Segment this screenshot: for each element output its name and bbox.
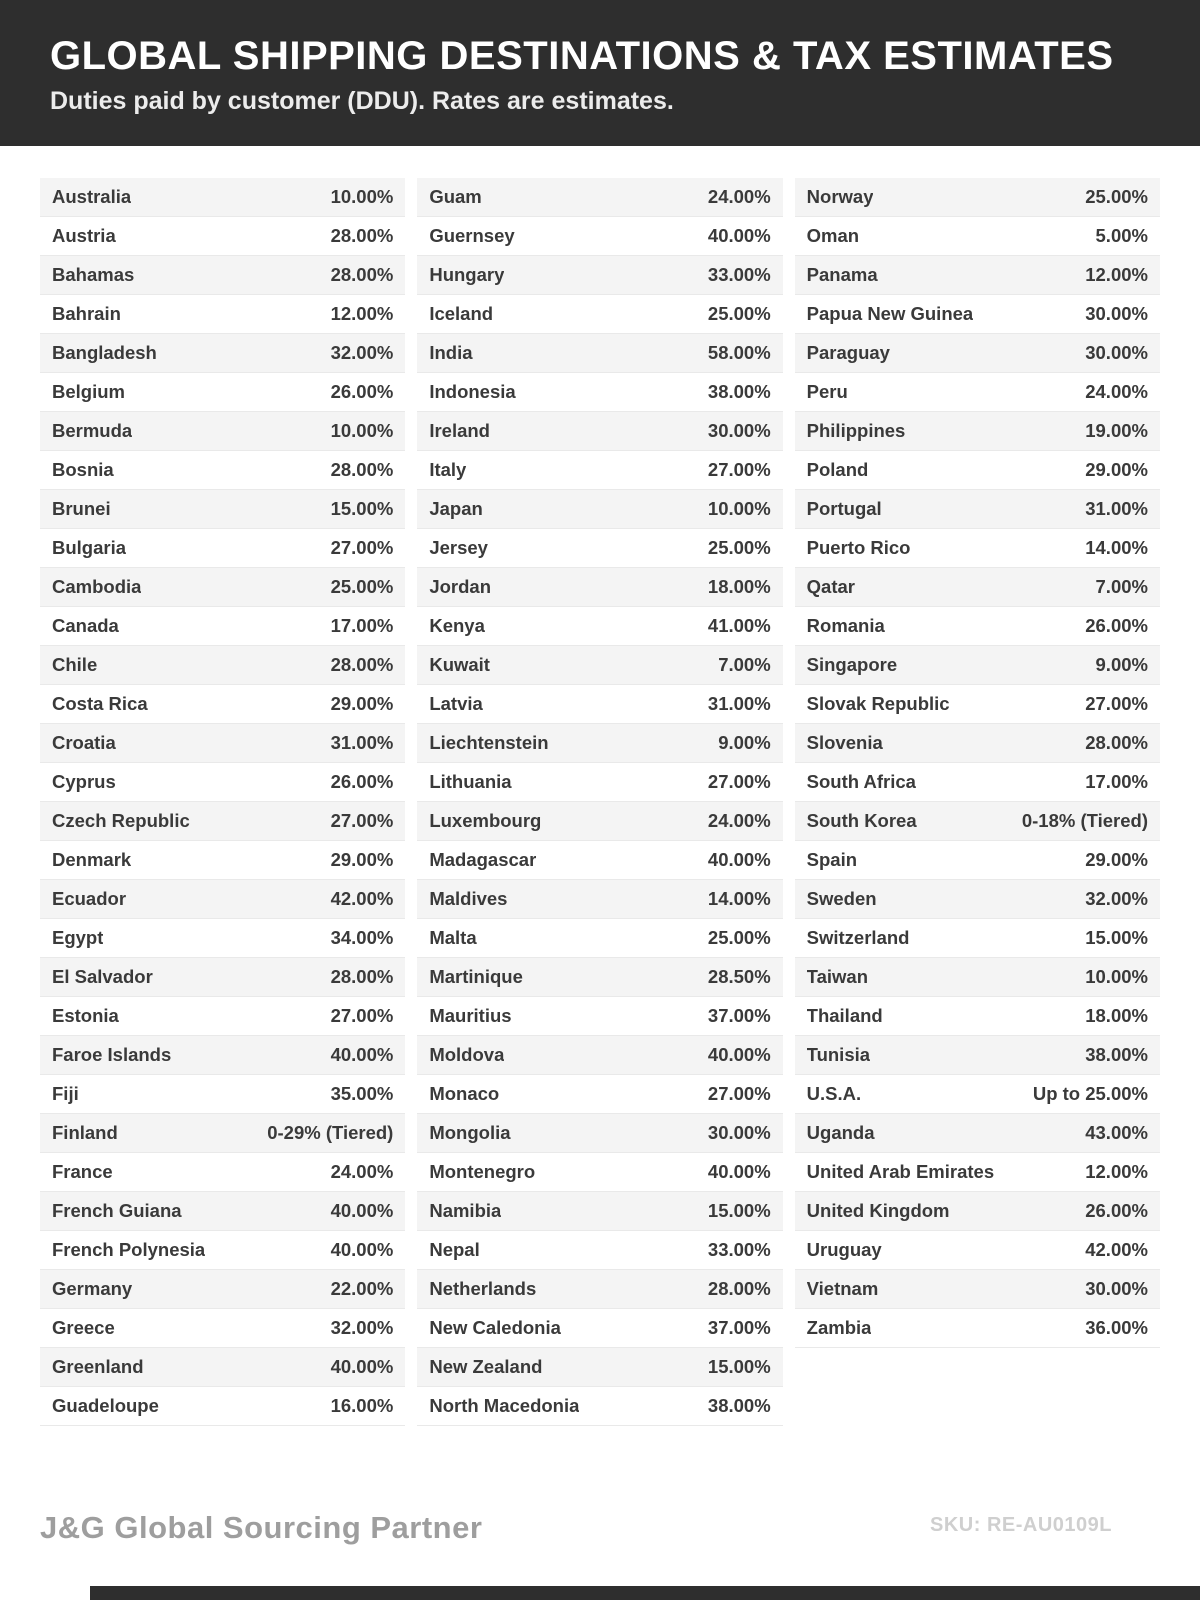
tax-rate: 32.00% — [330, 342, 394, 363]
tax-rate: 29.00% — [1085, 459, 1148, 480]
country-name: El Salvador — [52, 966, 153, 987]
table-row — [417, 997, 782, 1036]
table-row — [40, 529, 405, 568]
country-name: Austria — [52, 225, 116, 246]
country-name: United Kingdom — [806, 1200, 950, 1221]
table-row — [40, 334, 405, 373]
tax-rate: 30.00% — [707, 1122, 771, 1143]
country-name: Guam — [429, 186, 482, 207]
tax-rate: 25.00% — [1085, 186, 1148, 207]
tax-rate: 29.00% — [330, 849, 394, 870]
country-name: Italy — [429, 459, 467, 480]
table-row — [795, 607, 1160, 646]
table-row — [417, 841, 782, 880]
tax-rate: 37.00% — [707, 1005, 771, 1026]
table-row — [795, 256, 1160, 295]
brand-name: J&G Global Sourcing Partner — [40, 1510, 483, 1545]
sku-label: SKU: RE-AU0109L — [930, 1514, 1112, 1536]
table-row — [40, 919, 405, 958]
tax-rate: 0-29% (Tiered) — [267, 1122, 394, 1143]
country-name: Luxembourg — [429, 810, 542, 831]
tax-rate: 27.00% — [330, 810, 394, 831]
tax-rate: 0-18% (Tiered) — [1021, 810, 1148, 831]
country-name: Zambia — [806, 1317, 872, 1338]
country-name: Madagascar — [429, 849, 537, 870]
tax-rate: 26.00% — [330, 381, 394, 402]
table-row — [417, 1192, 782, 1231]
table-row — [40, 841, 405, 880]
country-name: New Caledonia — [429, 1317, 561, 1338]
country-name: Panama — [806, 264, 878, 285]
country-name: Philippines — [806, 420, 906, 441]
tax-rate: 17.00% — [330, 615, 394, 636]
table-row — [417, 295, 782, 334]
table-row — [40, 373, 405, 412]
tax-rate: 38.00% — [707, 381, 771, 402]
tax-rate: 40.00% — [330, 1239, 394, 1260]
country-name: Martinique — [429, 966, 523, 987]
table-row — [795, 451, 1160, 490]
tax-rate: 43.00% — [1085, 1122, 1148, 1143]
table-row — [40, 607, 405, 646]
table-row — [40, 1270, 405, 1309]
tax-rate: 12.00% — [330, 303, 394, 324]
table-row — [417, 880, 782, 919]
country-name: Brunei — [52, 498, 111, 519]
country-name: Puerto Rico — [806, 537, 911, 558]
country-name: Mauritius — [429, 1005, 512, 1026]
tax-rate: 41.00% — [707, 615, 771, 636]
table-row — [417, 919, 782, 958]
country-name: Slovak Republic — [806, 693, 950, 714]
country-name: Kuwait — [429, 654, 490, 675]
tax-rate: 42.00% — [330, 888, 394, 909]
tax-rate: 15.00% — [707, 1356, 771, 1377]
tax-rate: 14.00% — [1085, 537, 1148, 558]
table-row — [417, 1153, 782, 1192]
tax-rate: 15.00% — [1085, 927, 1148, 948]
tax-rate: 28.00% — [330, 264, 394, 285]
table-row — [417, 412, 782, 451]
country-name: Taiwan — [806, 966, 868, 987]
table-row — [40, 1153, 405, 1192]
table-row — [417, 1231, 782, 1270]
country-name: Canada — [52, 615, 119, 636]
table-row — [795, 1309, 1160, 1348]
table-row — [795, 373, 1160, 412]
table-row — [417, 1270, 782, 1309]
tax-rate: 27.00% — [330, 1005, 394, 1026]
table-row — [795, 958, 1160, 997]
table-row — [417, 334, 782, 373]
tax-rate: 18.00% — [707, 576, 771, 597]
country-name: Costa Rica — [52, 693, 148, 714]
tax-rate: 30.00% — [1085, 303, 1148, 324]
table-row — [795, 802, 1160, 841]
tax-rate: 27.00% — [707, 771, 771, 792]
table-row — [795, 529, 1160, 568]
tax-rate: 25.00% — [707, 537, 771, 558]
country-name: North Macedonia — [429, 1395, 580, 1416]
tax-rate: 40.00% — [330, 1200, 394, 1221]
tax-rate-table — [40, 178, 1160, 1426]
tax-rate: 16.00% — [330, 1395, 394, 1416]
country-name: United Arab Emirates — [806, 1161, 995, 1182]
table-row — [40, 412, 405, 451]
country-name: Indonesia — [429, 381, 516, 402]
country-name: Spain — [806, 849, 858, 870]
country-name: U.S.A. — [806, 1083, 862, 1104]
country-name: French Guiana — [52, 1200, 182, 1221]
country-name: Germany — [52, 1278, 133, 1299]
table-row — [417, 1387, 782, 1426]
table-row — [795, 997, 1160, 1036]
table-row — [40, 763, 405, 802]
tax-rate: 10.00% — [330, 420, 394, 441]
tax-rate: 17.00% — [1085, 771, 1148, 792]
page-title: GLOBAL SHIPPING DESTINATIONS & TAX ESTIMATES — [50, 34, 1114, 78]
country-name: Belgium — [52, 381, 125, 402]
tax-rate: 28.50% — [707, 966, 771, 987]
table-row — [417, 1075, 782, 1114]
country-name: Japan — [429, 498, 483, 519]
tax-rate: 24.00% — [330, 1161, 394, 1182]
table-row — [795, 568, 1160, 607]
country-name: Czech Republic — [52, 810, 190, 831]
table-row — [417, 763, 782, 802]
country-name: Finland — [52, 1122, 118, 1143]
tax-rate: 24.00% — [707, 810, 771, 831]
tax-rate: 28.00% — [330, 966, 394, 987]
table-row — [40, 997, 405, 1036]
table-row — [795, 763, 1160, 802]
tax-rate: 40.00% — [707, 225, 771, 246]
table-row — [417, 1036, 782, 1075]
country-name: Uruguay — [806, 1239, 882, 1260]
country-name: Netherlands — [429, 1278, 537, 1299]
table-row — [40, 178, 405, 217]
table-row — [795, 178, 1160, 217]
country-name: Qatar — [806, 576, 855, 597]
tax-rate: 18.00% — [1085, 1005, 1148, 1026]
tax-rate: 12.00% — [1085, 1161, 1148, 1182]
tax-rate: 58.00% — [707, 342, 771, 363]
table-row — [417, 685, 782, 724]
country-name: Faroe Islands — [52, 1044, 172, 1065]
table-row — [40, 1309, 405, 1348]
table-row — [795, 217, 1160, 256]
country-name: Jordan — [429, 576, 492, 597]
country-name: Croatia — [52, 732, 116, 753]
table-row — [795, 295, 1160, 334]
country-name: Liechtenstein — [429, 732, 549, 753]
table-row — [417, 802, 782, 841]
tax-rate: 15.00% — [707, 1200, 771, 1221]
country-name: Latvia — [429, 693, 483, 714]
tax-rate: 30.00% — [1085, 1278, 1148, 1299]
country-name: Bahrain — [52, 303, 121, 324]
table-row — [417, 1309, 782, 1348]
tax-rate: 29.00% — [330, 693, 394, 714]
table-column-2 — [417, 178, 782, 1426]
tax-rate: 14.00% — [707, 888, 771, 909]
tax-rate: 15.00% — [330, 498, 394, 519]
table-row — [40, 1192, 405, 1231]
tax-rate: 30.00% — [707, 420, 771, 441]
tax-rate: 33.00% — [707, 1239, 771, 1260]
country-name: India — [429, 342, 473, 363]
table-row — [417, 490, 782, 529]
country-name: Romania — [806, 615, 885, 636]
tax-rate: 30.00% — [1085, 342, 1148, 363]
tax-rate: 33.00% — [707, 264, 771, 285]
tax-rate: 28.00% — [330, 459, 394, 480]
country-name: Bulgaria — [52, 537, 127, 558]
table-row — [40, 1075, 405, 1114]
country-name: Monaco — [429, 1083, 500, 1104]
table-row — [417, 373, 782, 412]
country-name: Bosnia — [52, 459, 114, 480]
tax-rate: 40.00% — [330, 1044, 394, 1065]
bottom-accent-bar — [90, 1586, 1200, 1600]
table-row — [40, 685, 405, 724]
tax-rate: 19.00% — [1085, 420, 1148, 441]
table-row — [40, 802, 405, 841]
table-row — [417, 1114, 782, 1153]
country-name: Greece — [52, 1317, 115, 1338]
tax-rate: 31.00% — [1085, 498, 1148, 519]
country-name: French Polynesia — [52, 1239, 206, 1260]
tax-rate: 25.00% — [330, 576, 394, 597]
country-name: Nepal — [429, 1239, 480, 1260]
tax-rate: 40.00% — [707, 1044, 771, 1065]
country-name: Switzerland — [806, 927, 910, 948]
tax-rate: 26.00% — [330, 771, 394, 792]
tax-rate: 38.00% — [1085, 1044, 1148, 1065]
tax-rate: 28.00% — [707, 1278, 771, 1299]
tax-rate: 27.00% — [1085, 693, 1148, 714]
table-row — [40, 1114, 405, 1153]
country-name: Tunisia — [806, 1044, 871, 1065]
table-row — [40, 451, 405, 490]
country-name: Vietnam — [806, 1278, 879, 1299]
table-row — [40, 568, 405, 607]
tax-rate: 27.00% — [330, 537, 394, 558]
tax-rate: Up to 25.00% — [1032, 1083, 1148, 1104]
country-name: South Korea — [806, 810, 917, 831]
tax-rate: 26.00% — [1085, 615, 1148, 636]
tax-rate: 27.00% — [707, 1083, 771, 1104]
table-row — [417, 217, 782, 256]
page-subtitle: Duties paid by customer (DDU). Rates are estimates. — [50, 87, 674, 115]
country-name: Slovenia — [806, 732, 883, 753]
table-row — [795, 490, 1160, 529]
country-name: Chile — [52, 654, 98, 675]
table-row — [417, 646, 782, 685]
table-row — [40, 958, 405, 997]
table-row — [40, 217, 405, 256]
table-row — [417, 724, 782, 763]
tax-rate: 25.00% — [707, 927, 771, 948]
country-name: Guernsey — [429, 225, 515, 246]
country-name: Maldives — [429, 888, 508, 909]
tax-rate: 37.00% — [707, 1317, 771, 1338]
country-name: Guadeloupe — [52, 1395, 159, 1416]
tax-rate: 35.00% — [330, 1083, 394, 1104]
table-row — [40, 1348, 405, 1387]
country-name: Iceland — [429, 303, 494, 324]
country-name: Singapore — [806, 654, 898, 675]
country-name: Fiji — [52, 1083, 79, 1104]
tax-rate: 40.00% — [707, 1161, 771, 1182]
country-name: Thailand — [806, 1005, 883, 1026]
country-name: Peru — [806, 381, 848, 402]
country-name: Kenya — [429, 615, 485, 636]
table-row — [417, 256, 782, 295]
tax-rate: 32.00% — [1085, 888, 1148, 909]
tax-rate: 10.00% — [707, 498, 771, 519]
tax-rate: 36.00% — [1085, 1317, 1148, 1338]
country-name: Bangladesh — [52, 342, 157, 363]
country-name: Portugal — [806, 498, 882, 519]
country-name: Papua New Guinea — [806, 303, 974, 324]
table-row — [40, 1387, 405, 1426]
table-row — [795, 1075, 1160, 1114]
table-row — [795, 685, 1160, 724]
tax-rate: 34.00% — [330, 927, 394, 948]
page-header — [0, 0, 1200, 146]
country-name: Oman — [806, 225, 860, 246]
country-name: Bahamas — [52, 264, 135, 285]
country-name: Denmark — [52, 849, 132, 870]
tax-rate: 9.00% — [1095, 654, 1148, 675]
tax-rate: 7.00% — [718, 654, 771, 675]
table-row — [795, 1231, 1160, 1270]
country-name: Mongolia — [429, 1122, 511, 1143]
country-name: Montenegro — [429, 1161, 536, 1182]
table-row — [417, 568, 782, 607]
table-row — [795, 412, 1160, 451]
tax-rate: 40.00% — [330, 1356, 394, 1377]
tax-rate: 24.00% — [1085, 381, 1148, 402]
country-name: Ecuador — [52, 888, 127, 909]
table-row — [795, 919, 1160, 958]
table-row — [795, 1270, 1160, 1309]
country-name: Uganda — [806, 1122, 875, 1143]
country-name: Greenland — [52, 1356, 144, 1377]
country-name: Australia — [52, 186, 132, 207]
tax-rate: 5.00% — [1095, 225, 1148, 246]
tax-rate: 28.00% — [1085, 732, 1148, 753]
country-name: Estonia — [52, 1005, 119, 1026]
tax-rate: 38.00% — [707, 1395, 771, 1416]
tax-rate: 32.00% — [330, 1317, 394, 1338]
table-row — [417, 607, 782, 646]
tax-rate: 28.00% — [330, 225, 394, 246]
table-row — [417, 529, 782, 568]
table-row — [417, 958, 782, 997]
country-name: Ireland — [429, 420, 490, 441]
country-name: Jersey — [429, 537, 488, 558]
country-name: Paraguay — [806, 342, 890, 363]
table-row — [795, 1192, 1160, 1231]
table-row — [795, 646, 1160, 685]
tax-rate: 29.00% — [1085, 849, 1148, 870]
tax-rate: 42.00% — [1085, 1239, 1148, 1260]
table-row — [40, 880, 405, 919]
table-row — [40, 724, 405, 763]
tax-rate: 27.00% — [707, 459, 771, 480]
table-row — [40, 1231, 405, 1270]
table-row — [417, 1348, 782, 1387]
table-row — [40, 646, 405, 685]
tax-rate: 9.00% — [718, 732, 771, 753]
country-name: Poland — [806, 459, 869, 480]
tax-rate: 7.00% — [1095, 576, 1148, 597]
table-row — [40, 256, 405, 295]
tax-rate: 24.00% — [707, 186, 771, 207]
country-name: Malta — [429, 927, 477, 948]
country-name: Sweden — [806, 888, 877, 909]
table-row — [795, 880, 1160, 919]
table-row — [417, 178, 782, 217]
country-name: Egypt — [52, 927, 104, 948]
tax-rate: 10.00% — [330, 186, 394, 207]
country-name: New Zealand — [429, 1356, 543, 1377]
tax-rate: 12.00% — [1085, 264, 1148, 285]
country-name: Norway — [806, 186, 874, 207]
tax-rate: 25.00% — [707, 303, 771, 324]
tax-rate: 10.00% — [1085, 966, 1148, 987]
country-name: France — [52, 1161, 113, 1182]
tax-rate: 40.00% — [707, 849, 771, 870]
country-name: Bermuda — [52, 420, 133, 441]
table-row — [795, 724, 1160, 763]
tax-rate: 22.00% — [330, 1278, 394, 1299]
country-name: Namibia — [429, 1200, 502, 1221]
country-name: Hungary — [429, 264, 505, 285]
table-column-3 — [795, 178, 1160, 1426]
table-row — [795, 1036, 1160, 1075]
country-name: Cambodia — [52, 576, 142, 597]
tax-rate: 28.00% — [330, 654, 394, 675]
country-name: Lithuania — [429, 771, 512, 792]
table-row — [795, 841, 1160, 880]
tax-rate: 26.00% — [1085, 1200, 1148, 1221]
table-row — [417, 451, 782, 490]
country-name: Moldova — [429, 1044, 505, 1065]
table-row — [795, 1114, 1160, 1153]
tax-rate: 31.00% — [707, 693, 771, 714]
country-name: South Africa — [806, 771, 916, 792]
table-row — [40, 1036, 405, 1075]
table-row — [795, 334, 1160, 373]
country-name: Cyprus — [52, 771, 116, 792]
table-row — [40, 490, 405, 529]
table-column-1 — [40, 178, 405, 1426]
table-row — [40, 295, 405, 334]
tax-rate: 31.00% — [330, 732, 394, 753]
table-row — [795, 1153, 1160, 1192]
